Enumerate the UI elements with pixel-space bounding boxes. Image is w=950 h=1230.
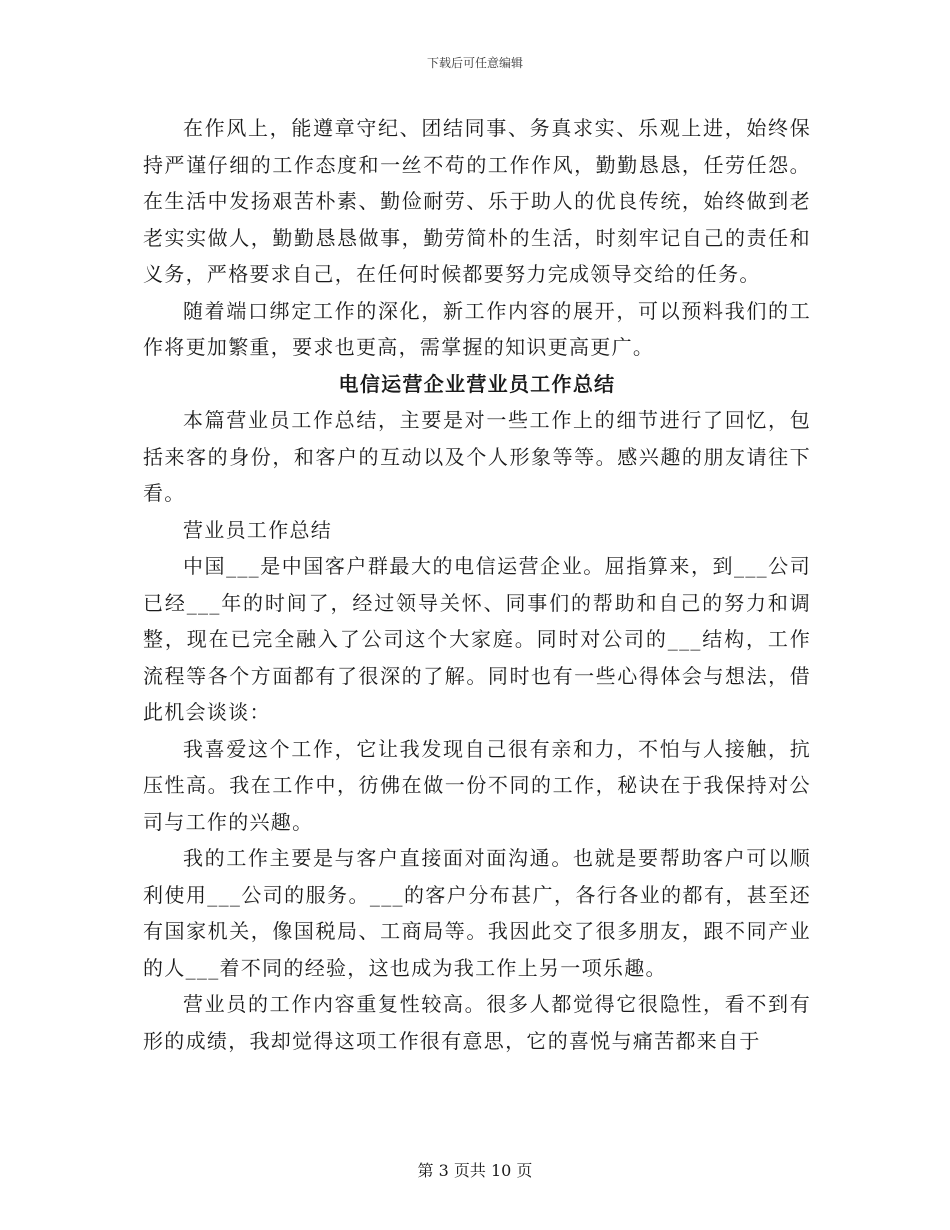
page-number: 第 3 页共 10 页 [417, 1161, 533, 1180]
paragraph-intro: 本篇营业员工作总结，主要是对一些工作上的细节进行了回忆，包括来客的身份，和客户的互动以及个人形象等等。感兴趣的朋友请往下看。 [143, 408, 811, 505]
paragraph-subtitle: 营业员工作总结 [183, 517, 333, 542]
paragraph-love-work: 我喜爱这个工作，它让我发现自己很有亲和力，不怕与人接触，抗压性高。我在工作中，彷佛在做一份不同的工作，秘诀在于我保持对公司与工作的兴趣。 [143, 736, 811, 834]
paragraph-outlook: 随着端口绑定工作的深化，新工作内容的展开，可以预料我们的工作将更加繁重，要求也更高，需掌握的知识更高更广。 [143, 298, 811, 359]
paragraph-repetitive: 营业员的工作内容重复性较高。很多人都觉得它很隐性，看不到有形的成绩，我却觉得这项工作很有意思，它的喜悦与痛苦都来自于 [143, 992, 811, 1053]
paragraph-customer: 我的工作主要是与客户直接面对面沟通。也就是要帮助客户可以顺利使用___公司的服务。___的客户分布甚广，各行各业的都有，甚至还有国家机关，像国税局、工商局等。我因此交了很多朋友，跟不同产业的人___着不同的经验，这也成为我工作上另一项乐趣。 [143, 846, 811, 980]
document-body [143, 110, 811, 1059]
paragraph-conduct: 在作风上，能遵章守纪、团结同事、务真求实、乐观上进，始终保持严谨仔细的工作态度和一丝不苟的工作作风，勤勤恳恳，任劳任怨。在生活中发扬艰苦朴素、勤俭耐劳、乐于助人的优良传统，始终做到老老实实做人，勤勤恳恳做事，勤劳简朴的生活，时刻牢记自己的责任和义务，严格要求自己，在任何时候都要努力完成领导交给的任务。 [143, 116, 811, 286]
header-note: 下载后可任意编辑 [426, 56, 523, 70]
paragraph-company: 中国___是中国客户群最大的电信运营企业。屈指算来，到___公司已经___年的时间了，经过领导关怀、同事们的帮助和自己的努力和调整，现在已完全融入了公司这个大家庭。同时对公司的___结构，工作流程等各个方面都有了很深的了解。同时也有一些心得体会与想法，借此机会谈谈： [143, 554, 811, 724]
document-title: 电信运营企业营业员工作总结 [338, 371, 616, 396]
